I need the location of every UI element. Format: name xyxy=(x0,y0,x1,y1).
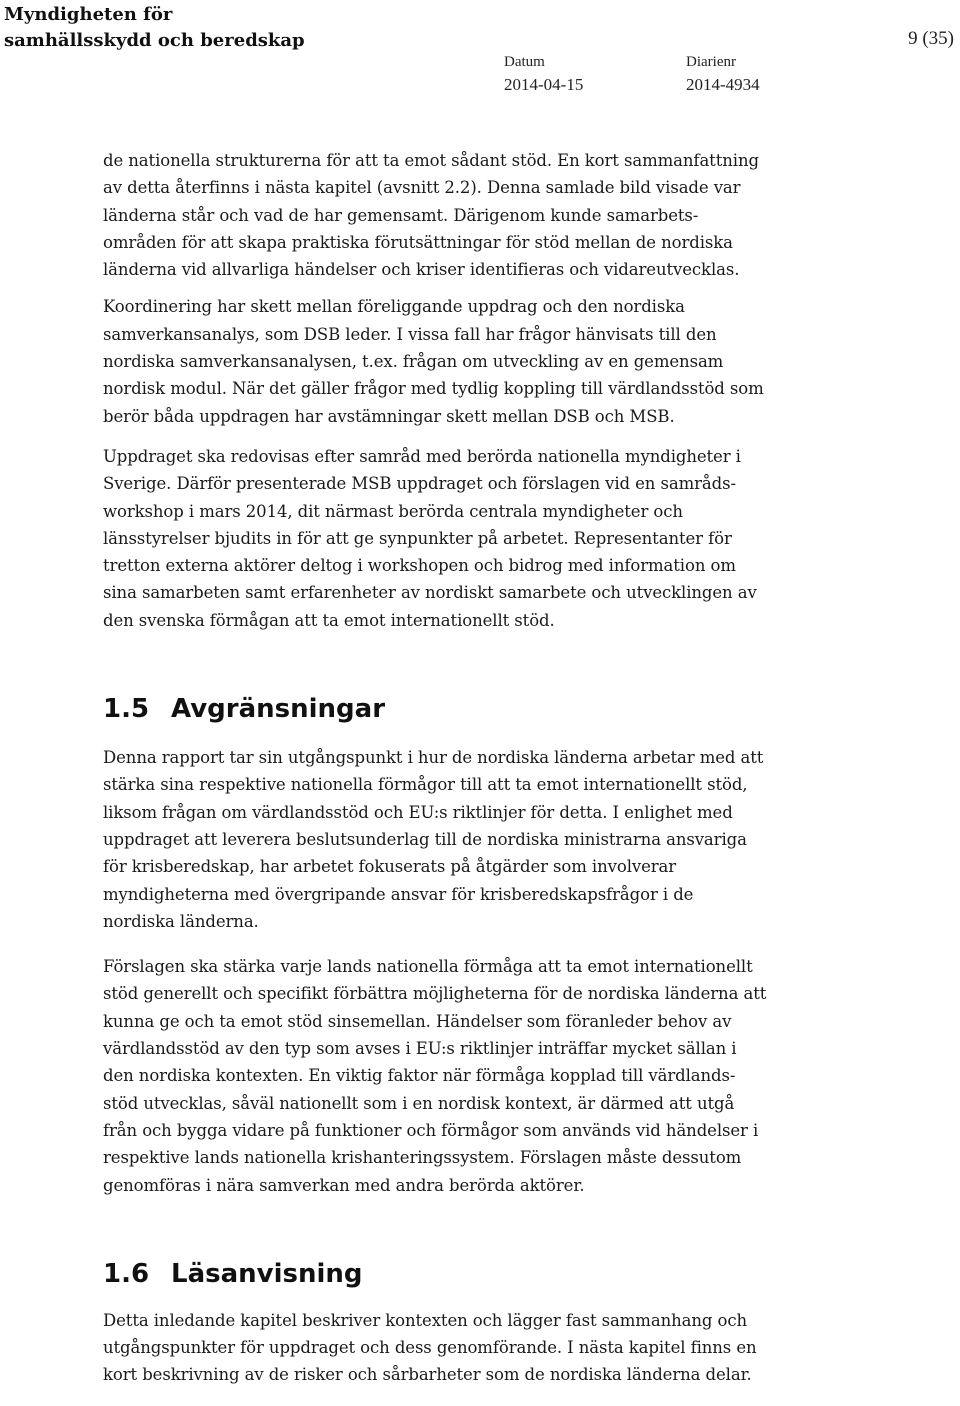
text-line: sina samarbeten samt erfarenheter av nordiskt samarbete och utvecklingen av xyxy=(103,583,757,603)
paragraph-1 xyxy=(103,147,803,283)
text-line: stöd utvecklas, såväl nationellt som i en nordisk kontext, är därmed att utgå xyxy=(103,1093,735,1113)
org-line-2: samhällsskydd och beredskap xyxy=(4,30,305,51)
document-body xyxy=(103,147,803,1389)
text-line: kort beskrivning av de risker och sårbarheter som de nordiska länderna delar. xyxy=(103,1365,752,1385)
text-line: utgångspunkter för uppdraget och dess genomförande. I nästa kapitel finns en xyxy=(103,1338,757,1358)
text-line: nordiska samverkansanalysen, t.ex. frågan om utveckling av en gemensam xyxy=(103,352,724,372)
diarienr-value: 2014-4934 xyxy=(686,75,760,94)
text-line: från och bygga vidare på funktioner och förmågor som används vid händelser i xyxy=(103,1120,759,1140)
page-number: 9 (35) xyxy=(908,28,954,49)
text-line: genomföras i nära samverkan med andra berörda aktörer. xyxy=(103,1175,585,1195)
text-line: samverkansanalys, som DSB leder. I vissa fall har frågor hänvisats till den xyxy=(103,324,717,344)
text-line: de nationella strukturerna för att ta emot sådant stöd. En kort sammanfattning xyxy=(103,151,759,170)
text-line: länderna står och vad de har gemensamt. Därigenom kunde samarbets- xyxy=(103,205,699,225)
date-block xyxy=(504,52,583,98)
text-line: länderna vid allvarliga händelser och kriser identifieras och vidareutvecklas. xyxy=(103,260,740,280)
date-label: Datum xyxy=(504,54,545,70)
diarienr-label: Diarienr xyxy=(686,54,736,70)
text-line: länsstyrelser bjudits in för att ge synpunkter på arbetet. Representanter för xyxy=(103,528,732,548)
org-line-1: Myndigheten för xyxy=(4,4,173,25)
heading-title: Läsanvisning xyxy=(171,1258,363,1289)
text-line: värdlandsstöd av den typ som avses i EU:s riktlinjer inträffar mycket sällan i xyxy=(103,1039,737,1059)
text-line: respektive lands nationella krishanteringssystem. Förslagen måste dessutom xyxy=(103,1148,742,1168)
text-line: stärka sina respektive nationella förmågor till att ta emot internationellt stöd, xyxy=(103,775,748,795)
text-line: Uppdraget ska redovisas efter samråd med berörda nationella myndigheter i xyxy=(103,446,741,466)
heading-number: 1.5 xyxy=(103,694,150,725)
text-line: berör båda uppdragen har avstämningar skett mellan DSB och MSB. xyxy=(103,406,675,426)
text-line: den svenska förmågan att ta emot internationellt stöd. xyxy=(103,610,555,630)
date-value: 2014-04-15 xyxy=(504,75,584,94)
paragraph-4 xyxy=(103,744,803,935)
text-line: av detta återfinns i nästa kapitel (avsnitt 2.2). Denna samlade bild visade var xyxy=(103,178,741,198)
text-line: kunna ge och ta emot stöd sinsemellan. Händelser som föranleder behov av xyxy=(103,1011,732,1031)
heading-number: 1.6 xyxy=(103,1258,150,1289)
diarienr-block xyxy=(686,52,760,98)
heading-title: Avgränsningar xyxy=(171,694,386,725)
text-line: områden för att skapa praktiska förutsättningar för stöd mellan de nordiska xyxy=(103,232,733,252)
text-line: Förslagen ska stärka varje lands nationella förmåga att ta emot internationellt xyxy=(103,957,753,977)
text-line: uppdraget att leverera beslutsunderlag till de nordiska ministrarna ansvariga xyxy=(103,829,747,849)
text-line: nordisk modul. När det gäller frågor med tydlig koppling till värdlandsstöd som xyxy=(103,379,764,399)
text-line: nordiska länderna. xyxy=(103,911,259,931)
section-heading-1-5 xyxy=(103,694,803,724)
text-line: för krisberedskap, har arbetet fokuserats på åtgärder som involverar xyxy=(103,857,677,877)
text-line: myndigheterna med övergripande ansvar för krisberedskapsfrågor i de xyxy=(103,884,694,904)
text-line: den nordiska kontexten. En viktig faktor när förmåga kopplad till värdlands- xyxy=(103,1066,736,1086)
text-line: liksom frågan om värdlandsstöd och EU:s riktlinjer för detta. I enlighet med xyxy=(103,802,733,822)
text-line: workshop i mars 2014, dit närmast berörda centrala myndigheter och xyxy=(103,501,683,521)
paragraph-2 xyxy=(103,293,803,429)
paragraph-3 xyxy=(103,443,803,634)
paragraph-5 xyxy=(103,953,803,1199)
text-line: tretton externa aktörer deltog i workshopen och bidrog med information om xyxy=(103,556,736,576)
paragraph-6 xyxy=(103,1307,803,1389)
text-line: stöd generellt och specifikt förbättra möjligheterna för de nordiska länderna att xyxy=(103,984,767,1004)
text-line: Denna rapport tar sin utgångspunkt i hur de nordiska länderna arbetar med att xyxy=(103,748,764,768)
text-line: Koordinering har skett mellan föreliggande uppdrag och den nordiska xyxy=(103,297,685,317)
section-heading-1-6 xyxy=(103,1259,803,1289)
text-line: Sverige. Därför presenterade MSB uppdraget och förslagen vid en samråds- xyxy=(103,474,736,494)
organization-name xyxy=(4,2,305,54)
text-line: Detta inledande kapitel beskriver kontexten och lägger fast sammanhang och xyxy=(103,1310,748,1330)
